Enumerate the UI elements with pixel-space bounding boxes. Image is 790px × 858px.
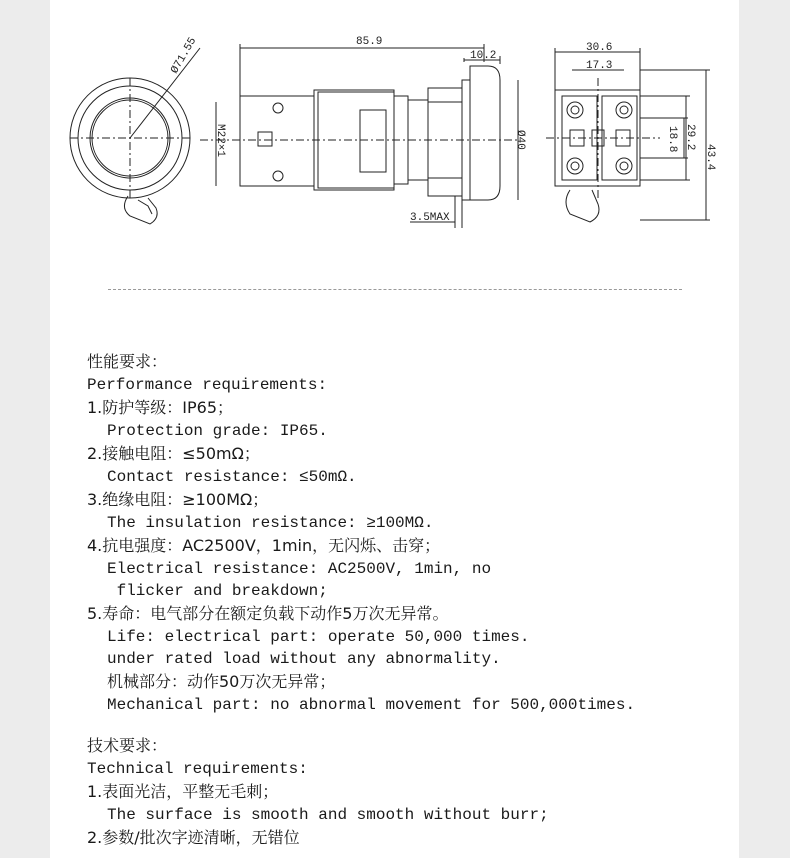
spec-item-en: The surface is smooth and smooth without burr; [107,806,549,824]
spec-item-cn: 4.抗电强度：AC2500V，1min，无闪烁、击穿； [87,536,441,555]
spec-item-en: under rated load without any abnormality. [107,650,501,668]
dim-height-small: 18.8 [666,126,678,153]
spec-item-cn: 机械部分：动作50万次无异常； [107,672,336,691]
dim-width: 30.6 [586,42,613,54]
spec-item-en: Life: electrical part: operate 50,000 times. [107,628,530,646]
spec-item-en: flicker and breakdown; [107,582,328,600]
dim-panel-thickness: 3.5MAX [410,212,450,224]
dim-overall-length: 85.9 [356,36,383,48]
spec-item-cn: 3.绝缘电阻：≥100MΩ； [87,490,269,509]
dim-height-total: 43.4 [704,144,716,171]
spec-item-cn: 2.接触电阻：≤50mΩ； [87,444,260,463]
technical-drawing [50,0,739,240]
dim-head-depth: 10.2 [470,50,497,62]
front-view [70,48,200,224]
technical-heading-cn: 技术要求： [87,736,168,755]
spec-item-cn: 1.表面光洁，平整无毛刺； [87,782,279,801]
dim-head-diameter: Ø40 [514,130,526,150]
side-view [200,44,520,228]
performance-heading-cn: 性能要求： [87,352,168,371]
dim-height-mid: 29.2 [684,124,696,151]
spec-item-en: Protection grade: IP65. [107,422,328,440]
dim-front-diameter: Ø71.55 [169,35,200,76]
specifications [87,350,727,850]
spec-item-cn: 2.参数/批次字迹清晰，无错位 [87,828,300,847]
spec-sheet-page [50,0,739,858]
spec-item-en: Mechanical part: no abnormal movement for 500,000times. [107,696,636,714]
dim-terminal-pitch: 17.3 [586,60,613,72]
section-divider [108,289,682,290]
dim-mounting-thread: M22×1 [214,124,226,158]
spec-item-en: Contact resistance: ≤50mΩ. [107,468,357,486]
spec-item-en: Electrical resistance: AC2500V, 1min, no [107,560,492,578]
spec-item-cn: 1.防护等级：IP65； [87,398,233,417]
spec-item-cn: 5.寿命：电气部分在额定负载下动作5万次无异常。 [87,604,449,623]
spec-item-en: The insulation resistance: ≥100MΩ. [107,514,434,532]
performance-heading-en: Performance requirements: [87,376,328,394]
technical-heading-en: Technical requirements: [87,760,308,778]
